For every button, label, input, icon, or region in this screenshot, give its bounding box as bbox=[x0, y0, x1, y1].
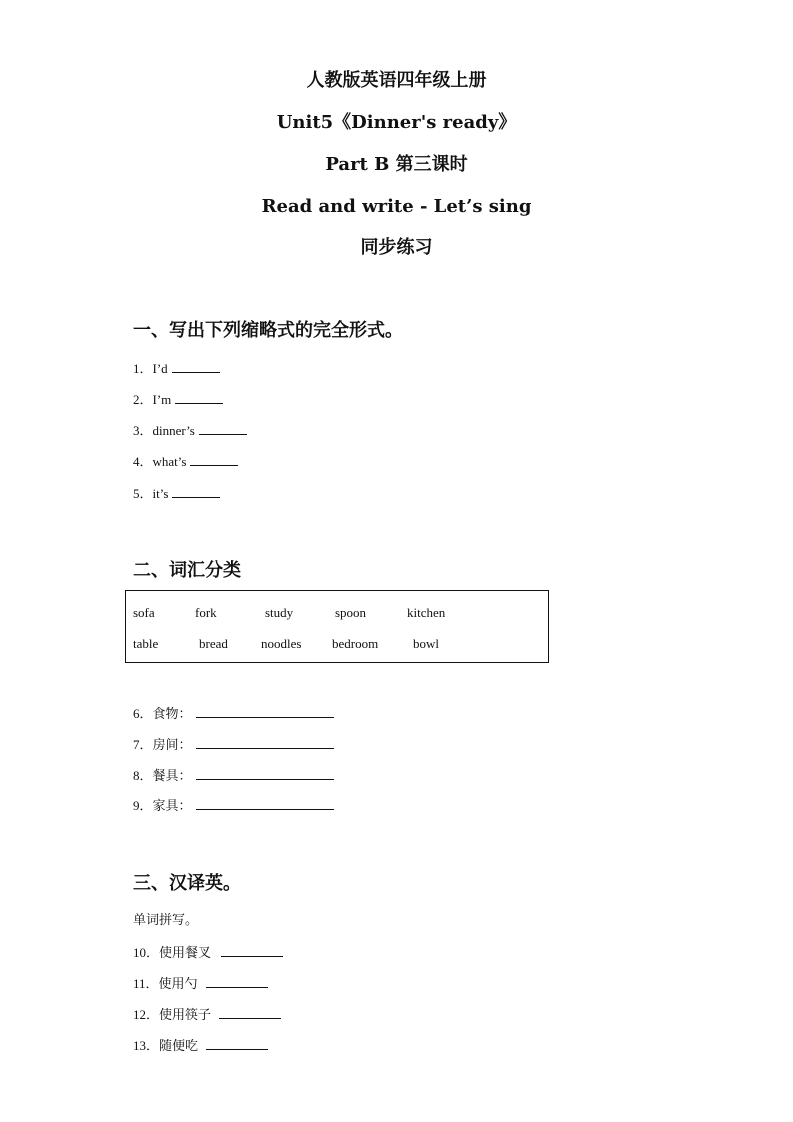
question-13 bbox=[133, 1037, 268, 1054]
question-9 bbox=[133, 797, 334, 814]
question-6 bbox=[133, 705, 334, 722]
section3-instruction: 单词拼写。 bbox=[133, 913, 199, 928]
word-bank-word: kitchen bbox=[407, 605, 446, 620]
answer-blank-6[interactable] bbox=[196, 705, 334, 718]
title-unit: Unit5《Dinner's ready》 bbox=[276, 112, 517, 133]
section2-heading: 二、词汇分类 bbox=[133, 560, 241, 581]
question-1-label: 1．I’d bbox=[133, 361, 168, 376]
answer-blank-5[interactable] bbox=[172, 485, 220, 498]
word-bank-word: bread bbox=[199, 636, 228, 651]
question-13-label: 13．随便吃 bbox=[133, 1038, 199, 1053]
word-bank-box bbox=[125, 590, 549, 663]
answer-blank-9[interactable] bbox=[196, 797, 334, 810]
section3-heading: 三、汉译英。 bbox=[133, 873, 241, 894]
word-bank-word: bedroom bbox=[332, 636, 379, 651]
question-4-label: 4．what’s bbox=[133, 454, 187, 469]
question-7-label: 7．房间： bbox=[133, 737, 192, 752]
question-7 bbox=[133, 736, 334, 753]
answer-blank-3[interactable] bbox=[199, 422, 247, 435]
answer-blank-2[interactable] bbox=[175, 391, 223, 404]
question-8 bbox=[133, 767, 334, 784]
answer-blank-1[interactable] bbox=[172, 360, 220, 373]
question-1 bbox=[133, 360, 220, 377]
word-bank-word: bowl bbox=[413, 636, 439, 651]
question-2-label: 2．I’m bbox=[133, 392, 172, 407]
question-5 bbox=[133, 485, 220, 502]
word-bank-word: study bbox=[265, 605, 294, 620]
question-12 bbox=[133, 1006, 281, 1023]
question-6-label: 6．食物： bbox=[133, 706, 192, 721]
word-bank-word: table bbox=[133, 636, 159, 651]
question-10 bbox=[133, 944, 283, 961]
question-3-label: 3．dinner’s bbox=[133, 423, 195, 438]
answer-blank-10[interactable] bbox=[221, 944, 283, 957]
question-12-label: 12．使用筷子 bbox=[133, 1007, 212, 1022]
question-2 bbox=[133, 391, 223, 408]
answer-blank-4[interactable] bbox=[190, 453, 238, 466]
answer-blank-12[interactable] bbox=[219, 1006, 281, 1019]
title-lesson: Read and write - Let’s sing bbox=[261, 196, 532, 217]
word-bank-word: sofa bbox=[133, 605, 155, 620]
word-bank-word: spoon bbox=[335, 605, 367, 620]
section1-heading: 一、写出下列缩略式的完全形式。 bbox=[133, 320, 403, 341]
answer-blank-7[interactable] bbox=[196, 736, 334, 749]
question-8-label: 8．餐具： bbox=[133, 768, 192, 783]
word-bank-word: noodles bbox=[261, 636, 302, 651]
answer-blank-8[interactable] bbox=[196, 767, 334, 780]
answer-blank-13[interactable] bbox=[206, 1037, 268, 1050]
question-10-label: 10．使用餐叉 bbox=[133, 945, 212, 960]
title-textbook: 人教版英语四年级上册 bbox=[306, 70, 487, 91]
question-4 bbox=[133, 453, 238, 470]
question-11 bbox=[133, 975, 268, 992]
question-5-label: 5．it’s bbox=[133, 486, 169, 501]
title-practice: 同步练习 bbox=[360, 237, 433, 258]
question-11-label: 11．使用勺 bbox=[133, 976, 198, 991]
question-9-label: 9．家具： bbox=[133, 798, 192, 813]
title-part: Part B 第三课时 bbox=[325, 154, 468, 175]
word-bank-word: fork bbox=[195, 605, 217, 620]
question-3 bbox=[133, 422, 247, 439]
answer-blank-11[interactable] bbox=[206, 975, 268, 988]
